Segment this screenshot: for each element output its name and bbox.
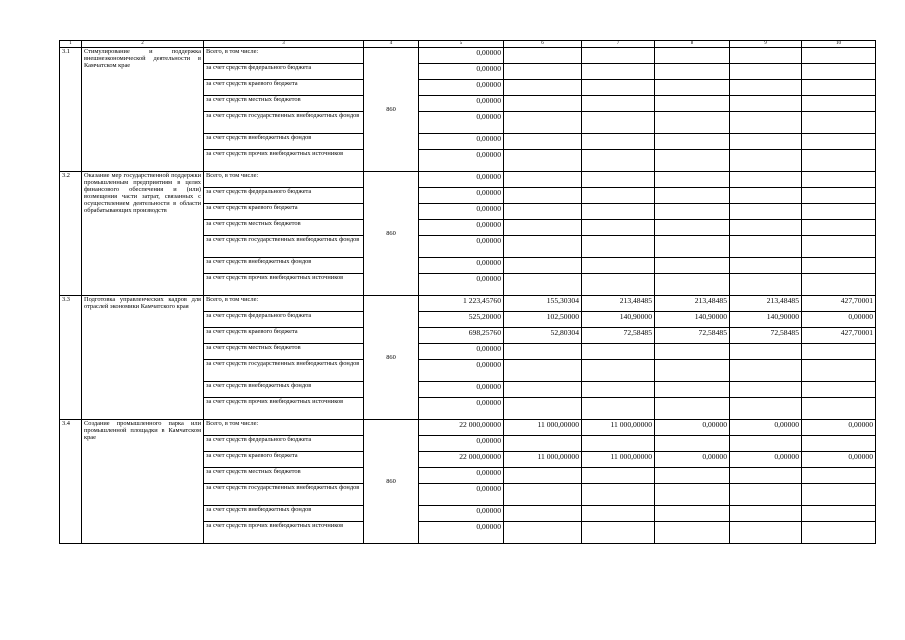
- table-row: [60, 48, 876, 64]
- amount-cell: [582, 96, 655, 112]
- amount-cell: [802, 382, 876, 398]
- amount-cell: [802, 360, 876, 382]
- amount-cell: 0,00000: [730, 452, 802, 468]
- amount-cell: [802, 258, 876, 274]
- amount-cell: 22 000,00000: [419, 452, 504, 468]
- amount-cell: [655, 96, 730, 112]
- table-row: [60, 420, 876, 436]
- amount-cell: [802, 188, 876, 204]
- amount-cell: [802, 436, 876, 452]
- amount-cell: 11 000,00000: [582, 452, 655, 468]
- column-number: 9: [730, 41, 802, 48]
- amount-cell: [730, 522, 802, 544]
- amount-cell: [582, 382, 655, 398]
- amount-cell: [802, 484, 876, 506]
- amount-cell: 0,00000: [419, 150, 504, 172]
- column-number: 7: [582, 41, 655, 48]
- amount-cell: [730, 188, 802, 204]
- funding-source: за счет средств федерального бюджета: [204, 64, 364, 80]
- amount-cell: [730, 204, 802, 220]
- amount-cell: 0,00000: [419, 48, 504, 64]
- budget-table: [59, 40, 876, 544]
- amount-cell: 102,50000: [504, 312, 582, 328]
- column-number: 10: [802, 41, 876, 48]
- amount-cell: [504, 204, 582, 220]
- amount-cell: 0,00000: [419, 484, 504, 506]
- amount-cell: [802, 64, 876, 80]
- amount-cell: [655, 188, 730, 204]
- amount-cell: [504, 382, 582, 398]
- amount-cell: 155,30304: [504, 296, 582, 312]
- amount-cell: 0,00000: [419, 96, 504, 112]
- amount-cell: [582, 80, 655, 96]
- amount-cell: 0,00000: [419, 188, 504, 204]
- amount-cell: 0,00000: [419, 112, 504, 134]
- amount-cell: 0,00000: [419, 468, 504, 484]
- amount-cell: [582, 236, 655, 258]
- amount-cell: 0,00000: [419, 398, 504, 420]
- amount-cell: [802, 80, 876, 96]
- amount-cell: [802, 468, 876, 484]
- funding-source: за счет средств внебюджетных фондов: [204, 506, 364, 522]
- column-number: 6: [504, 41, 582, 48]
- amount-cell: [802, 236, 876, 258]
- amount-cell: [730, 468, 802, 484]
- funding-source: за счет средств местных бюджетов: [204, 468, 364, 484]
- section-title: Оказание мер государственной поддержки промышленным предприятиям в целях финансового обеспечения и (или) возмещения части затрат, связанных с осуществлением деятельности в области обрабатывающих производств: [82, 172, 204, 296]
- amount-cell: [504, 134, 582, 150]
- amount-cell: 1 223,45760: [419, 296, 504, 312]
- amount-cell: 0,00000: [655, 452, 730, 468]
- amount-cell: 0,00000: [419, 436, 504, 452]
- amount-cell: 140,90000: [655, 312, 730, 328]
- amount-cell: [655, 344, 730, 360]
- amount-cell: [582, 344, 655, 360]
- funding-source: за счет средств государственных внебюджетных фондов: [204, 112, 364, 134]
- column-number: 1: [60, 41, 82, 48]
- amount-cell: 0,00000: [419, 274, 504, 296]
- funding-source: Всего, в том числе:: [204, 48, 364, 64]
- amount-cell: [802, 134, 876, 150]
- amount-cell: [655, 382, 730, 398]
- amount-cell: [730, 96, 802, 112]
- amount-cell: [655, 484, 730, 506]
- amount-cell: 0,00000: [802, 312, 876, 328]
- amount-cell: 52,80304: [504, 328, 582, 344]
- amount-cell: [730, 64, 802, 80]
- amount-cell: [655, 172, 730, 188]
- amount-cell: [504, 172, 582, 188]
- amount-cell: [655, 522, 730, 544]
- amount-cell: 72,58485: [582, 328, 655, 344]
- funding-source: за счет средств местных бюджетов: [204, 96, 364, 112]
- funding-source: за счет средств прочих внебюджетных источников: [204, 522, 364, 544]
- amount-cell: [730, 274, 802, 296]
- amount-cell: [655, 48, 730, 64]
- amount-cell: [504, 506, 582, 522]
- amount-cell: [730, 398, 802, 420]
- amount-cell: [730, 112, 802, 134]
- section-number: 3.2: [60, 172, 82, 296]
- amount-cell: [655, 150, 730, 172]
- funding-source: Всего, в том числе:: [204, 296, 364, 312]
- amount-cell: 0,00000: [655, 420, 730, 436]
- funding-source: за счет средств внебюджетных фондов: [204, 134, 364, 150]
- amount-cell: 0,00000: [802, 420, 876, 436]
- amount-cell: [504, 436, 582, 452]
- funding-source: Всего, в том числе:: [204, 420, 364, 436]
- amount-cell: 0,00000: [419, 344, 504, 360]
- amount-cell: 0,00000: [419, 522, 504, 544]
- amount-cell: 140,90000: [582, 312, 655, 328]
- amount-cell: [582, 48, 655, 64]
- amount-cell: 427,70001: [802, 328, 876, 344]
- amount-cell: [582, 204, 655, 220]
- amount-cell: [655, 112, 730, 134]
- amount-cell: [504, 274, 582, 296]
- amount-cell: [582, 134, 655, 150]
- amount-cell: [802, 344, 876, 360]
- amount-cell: [802, 112, 876, 134]
- amount-cell: [730, 360, 802, 382]
- amount-cell: 140,90000: [730, 312, 802, 328]
- funding-source: за счет средств краевого бюджета: [204, 452, 364, 468]
- amount-cell: [504, 344, 582, 360]
- funding-source: за счет средств внебюджетных фондов: [204, 258, 364, 274]
- funding-source: за счет средств государственных внебюджетных фондов: [204, 236, 364, 258]
- amount-cell: [802, 150, 876, 172]
- amount-cell: [655, 236, 730, 258]
- amount-cell: 525,20000: [419, 312, 504, 328]
- amount-cell: [655, 204, 730, 220]
- amount-cell: 11 000,00000: [504, 420, 582, 436]
- funding-source: за счет средств прочих внебюджетных источников: [204, 398, 364, 420]
- amount-cell: [582, 484, 655, 506]
- section-number: 3.4: [60, 420, 82, 544]
- amount-cell: [730, 80, 802, 96]
- amount-cell: [582, 468, 655, 484]
- amount-cell: 0,00000: [419, 172, 504, 188]
- budget-code: 860: [364, 48, 419, 172]
- column-number: 5: [419, 41, 504, 48]
- amount-cell: [655, 220, 730, 236]
- amount-cell: [802, 274, 876, 296]
- amount-cell: 0,00000: [419, 80, 504, 96]
- amount-cell: 72,58485: [655, 328, 730, 344]
- amount-cell: [802, 204, 876, 220]
- amount-cell: [655, 274, 730, 296]
- amount-cell: 11 000,00000: [504, 452, 582, 468]
- section-title: Создание промышленного парка или промышленной площадки в Камчатском крае: [82, 420, 204, 544]
- funding-source: за счет средств федерального бюджета: [204, 436, 364, 452]
- column-number: 3: [204, 41, 364, 48]
- amount-cell: [802, 522, 876, 544]
- amount-cell: [582, 398, 655, 420]
- amount-cell: 22 000,00000: [419, 420, 504, 436]
- amount-cell: [504, 80, 582, 96]
- section-title: Стимулирование и поддержка внешнеэкономической деятельности в Камчатском крае: [82, 48, 204, 172]
- amount-cell: 427,70001: [802, 296, 876, 312]
- amount-cell: [730, 258, 802, 274]
- funding-source: Всего, в том числе:: [204, 172, 364, 188]
- amount-cell: [582, 258, 655, 274]
- amount-cell: 0,00000: [419, 382, 504, 398]
- amount-cell: 698,25760: [419, 328, 504, 344]
- amount-cell: [802, 48, 876, 64]
- section-number: 3.3: [60, 296, 82, 420]
- funding-source: за счет средств местных бюджетов: [204, 344, 364, 360]
- amount-cell: [730, 48, 802, 64]
- column-number: 4: [364, 41, 419, 48]
- amount-cell: 72,58485: [730, 328, 802, 344]
- column-number: 8: [655, 41, 730, 48]
- column-number-row: [60, 41, 876, 48]
- section-number: 3.1: [60, 48, 82, 172]
- amount-cell: 0,00000: [419, 506, 504, 522]
- amount-cell: 0,00000: [419, 258, 504, 274]
- funding-source: за счет средств государственных внебюджетных фондов: [204, 360, 364, 382]
- amount-cell: [730, 436, 802, 452]
- funding-source: за счет средств краевого бюджета: [204, 204, 364, 220]
- table-row: [60, 296, 876, 312]
- amount-cell: [504, 220, 582, 236]
- funding-source: за счет средств прочих внебюджетных источников: [204, 150, 364, 172]
- amount-cell: 0,00000: [730, 420, 802, 436]
- budget-code: 860: [364, 296, 419, 420]
- amount-cell: [802, 96, 876, 112]
- amount-cell: [655, 64, 730, 80]
- funding-source: за счет средств государственных внебюджетных фондов: [204, 484, 364, 506]
- amount-cell: [504, 188, 582, 204]
- amount-cell: [730, 382, 802, 398]
- amount-cell: [582, 274, 655, 296]
- amount-cell: [655, 468, 730, 484]
- funding-source: за счет средств прочих внебюджетных источников: [204, 274, 364, 296]
- amount-cell: [504, 96, 582, 112]
- funding-source: за счет средств краевого бюджета: [204, 80, 364, 96]
- amount-cell: [802, 172, 876, 188]
- amount-cell: [504, 484, 582, 506]
- amount-cell: 0,00000: [419, 220, 504, 236]
- amount-cell: [582, 172, 655, 188]
- amount-cell: [582, 360, 655, 382]
- amount-cell: 0,00000: [802, 452, 876, 468]
- funding-source: за счет средств внебюджетных фондов: [204, 382, 364, 398]
- amount-cell: [504, 236, 582, 258]
- amount-cell: [730, 236, 802, 258]
- amount-cell: [730, 134, 802, 150]
- amount-cell: [730, 150, 802, 172]
- amount-cell: [655, 436, 730, 452]
- amount-cell: [582, 188, 655, 204]
- amount-cell: [582, 64, 655, 80]
- amount-cell: [655, 398, 730, 420]
- amount-cell: [504, 48, 582, 64]
- amount-cell: [504, 64, 582, 80]
- table-row: [60, 172, 876, 188]
- amount-cell: [504, 468, 582, 484]
- amount-cell: 213,48485: [730, 296, 802, 312]
- amount-cell: [730, 344, 802, 360]
- amount-cell: [802, 506, 876, 522]
- amount-cell: [730, 506, 802, 522]
- amount-cell: [582, 150, 655, 172]
- amount-cell: [802, 398, 876, 420]
- amount-cell: [655, 80, 730, 96]
- amount-cell: 11 000,00000: [582, 420, 655, 436]
- amount-cell: 213,48485: [655, 296, 730, 312]
- amount-cell: [504, 522, 582, 544]
- funding-source: за счет средств краевого бюджета: [204, 328, 364, 344]
- funding-source: за счет средств местных бюджетов: [204, 220, 364, 236]
- amount-cell: [582, 522, 655, 544]
- amount-cell: [582, 112, 655, 134]
- amount-cell: [655, 134, 730, 150]
- amount-cell: [730, 484, 802, 506]
- amount-cell: [655, 506, 730, 522]
- amount-cell: 0,00000: [419, 204, 504, 220]
- amount-cell: 0,00000: [419, 236, 504, 258]
- amount-cell: [504, 150, 582, 172]
- amount-cell: [504, 258, 582, 274]
- amount-cell: [730, 220, 802, 236]
- amount-cell: [655, 360, 730, 382]
- amount-cell: [504, 112, 582, 134]
- funding-source: за счет средств федерального бюджета: [204, 312, 364, 328]
- amount-cell: 0,00000: [419, 64, 504, 80]
- budget-code: 860: [364, 420, 419, 544]
- amount-cell: [655, 258, 730, 274]
- column-number: 2: [82, 41, 204, 48]
- amount-cell: 0,00000: [419, 134, 504, 150]
- amount-cell: [730, 172, 802, 188]
- amount-cell: [582, 220, 655, 236]
- amount-cell: 213,48485: [582, 296, 655, 312]
- amount-cell: [582, 506, 655, 522]
- budget-code: 860: [364, 172, 419, 296]
- amount-cell: [504, 398, 582, 420]
- amount-cell: [504, 360, 582, 382]
- amount-cell: 0,00000: [419, 360, 504, 382]
- amount-cell: [802, 220, 876, 236]
- amount-cell: [582, 436, 655, 452]
- funding-source: за счет средств федерального бюджета: [204, 188, 364, 204]
- section-title: Подготовка управленческих кадров для отраслей экономики Камчатского края: [82, 296, 204, 420]
